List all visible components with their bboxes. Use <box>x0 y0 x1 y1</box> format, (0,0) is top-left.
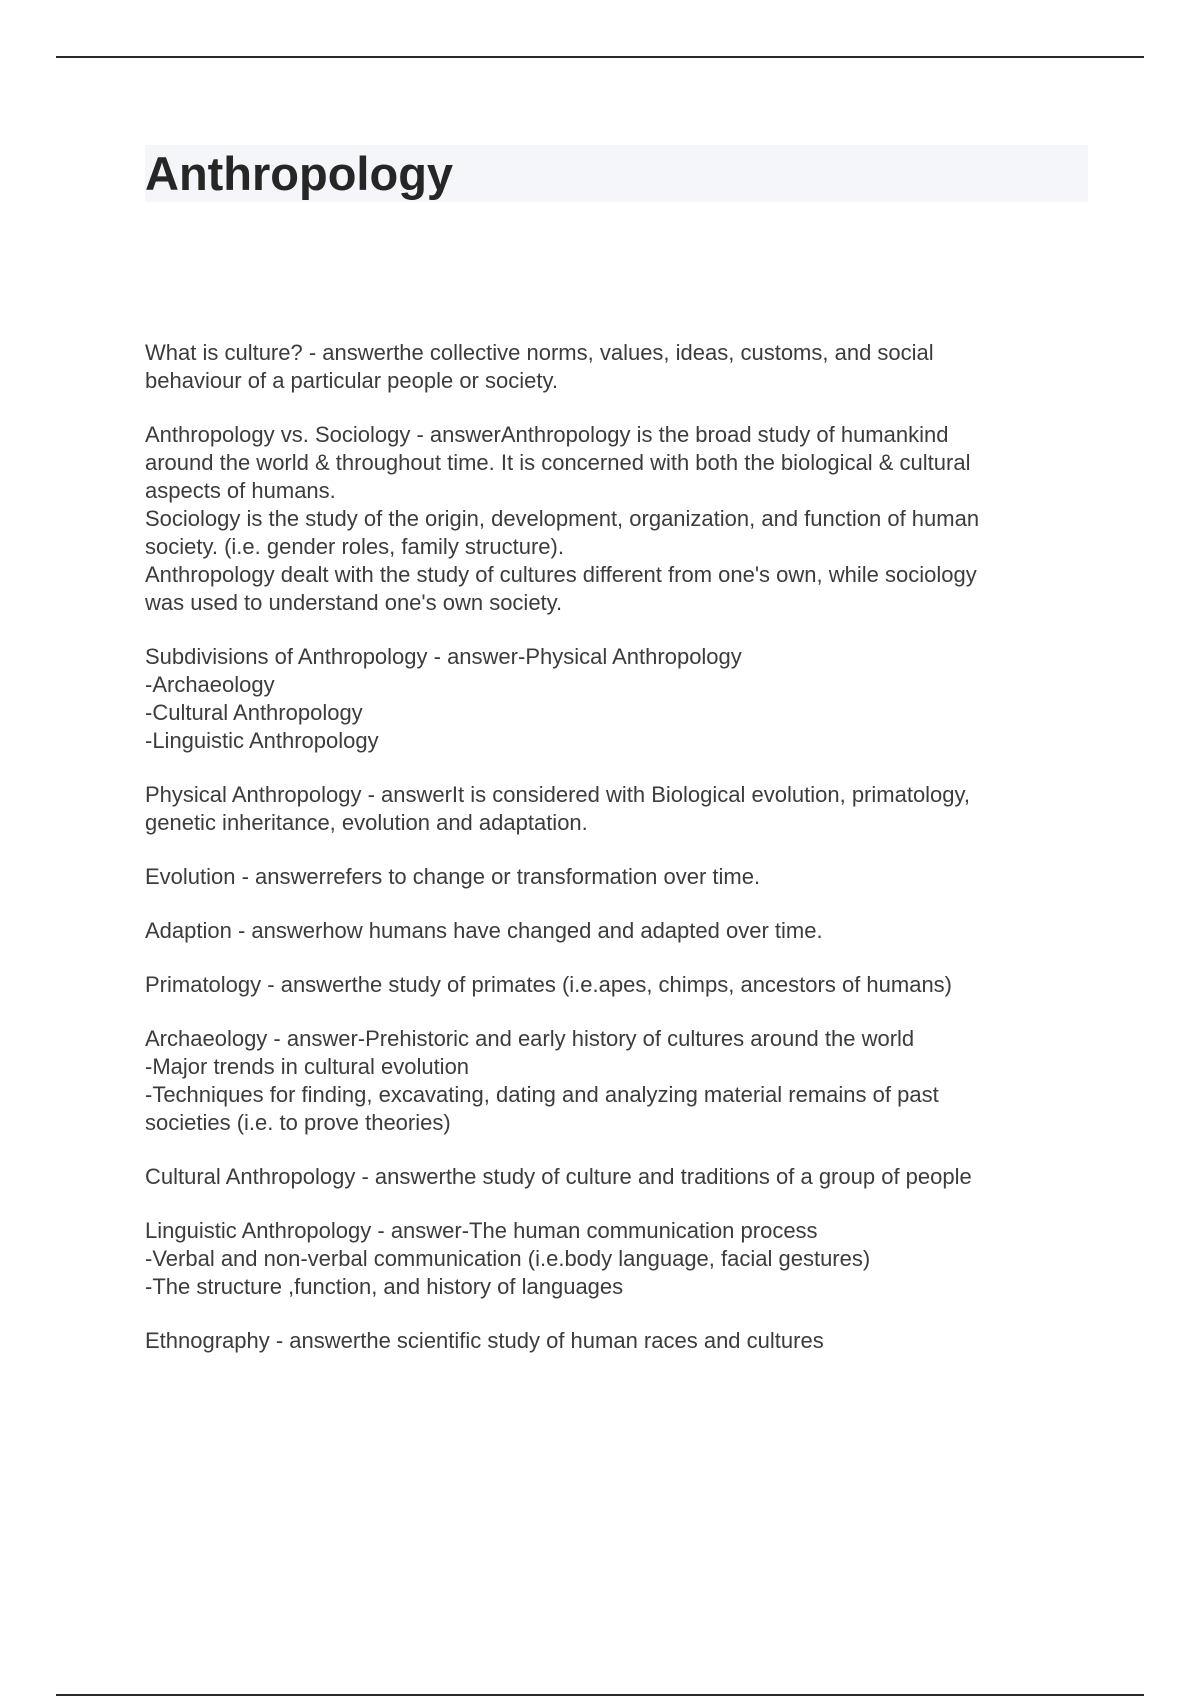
entry-line: Linguistic Anthropology - answer-The human communication process <box>145 1218 818 1243</box>
entry-anthropology-vs-sociology <box>145 421 1105 617</box>
entry-line: Anthropology dealt with the study of cultures different from one's own, while sociology <box>145 562 977 587</box>
entry-line: Sociology is the study of the origin, development, organization, and function of human <box>145 506 980 531</box>
entry-line: -The structure ,function, and history of languages <box>145 1274 624 1299</box>
entry-line: What is culture? - answerthe collective norms, values, ideas, customs, and social <box>145 340 934 365</box>
entry-line: -Techniques for finding, excavating, dating and analyzing material remains of past <box>145 1082 939 1107</box>
entry-line: -Major trends in cultural evolution <box>145 1054 470 1079</box>
entry-cultural-anthropology <box>145 1163 1105 1191</box>
entry-line: Physical Anthropology - answerIt is considered with Biological evolution, primatology, <box>145 782 971 807</box>
entry-line: society. (i.e. gender roles, family structure). <box>145 534 564 559</box>
entry-line: aspects of humans. <box>145 478 336 503</box>
entry-line: around the world & throughout time. It is concerned with both the biological & cultural <box>145 450 971 475</box>
entry-line: -Linguistic Anthropology <box>145 728 379 753</box>
entry-line: Primatology - answerthe study of primates (i.e.apes, chimps, ancestors of humans) <box>145 972 953 997</box>
flashcard-list <box>145 339 1105 1381</box>
entry-linguistic-anthropology <box>145 1217 1105 1301</box>
entry-physical-anthropology <box>145 781 1105 837</box>
entry-line: was used to understand one's own society. <box>145 590 563 615</box>
entry-line: societies (i.e. to prove theories) <box>145 1110 451 1135</box>
entry-line: behaviour of a particular people or society. <box>145 368 558 393</box>
entry-line: Cultural Anthropology - answerthe study of culture and traditions of a group of people <box>145 1164 972 1189</box>
entry-evolution <box>145 863 1105 891</box>
entry-line: Evolution - answerrefers to change or transformation over time. <box>145 864 761 889</box>
entry-line: -Verbal and non-verbal communication (i.e.body language, facial gestures) <box>145 1246 871 1271</box>
entry-archaeology <box>145 1025 1105 1137</box>
entry-line: Anthropology vs. Sociology - answerAnthropology is the broad study of humankind <box>145 422 949 447</box>
entry-subdivisions <box>145 643 1105 755</box>
entry-primatology <box>145 971 1105 999</box>
entry-line: -Archaeology <box>145 672 275 697</box>
bottom-rule <box>56 1694 1144 1696</box>
entry-line: Archaeology - answer-Prehistoric and early history of cultures around the world <box>145 1026 915 1051</box>
entry-line: Subdivisions of Anthropology - answer-Physical Anthropology <box>145 644 742 669</box>
page-title: Anthropology <box>145 147 454 200</box>
entry-line: -Cultural Anthropology <box>145 700 363 725</box>
entry-line: Ethnography - answerthe scientific study of human races and cultures <box>145 1328 824 1353</box>
entry-line: genetic inheritance, evolution and adaptation. <box>145 810 588 835</box>
top-rule <box>56 56 1144 58</box>
entry-adaption <box>145 917 1105 945</box>
entry-ethnography <box>145 1327 1105 1355</box>
entry-culture <box>145 339 1105 395</box>
entry-line: Adaption - answerhow humans have changed and adapted over time. <box>145 918 823 943</box>
